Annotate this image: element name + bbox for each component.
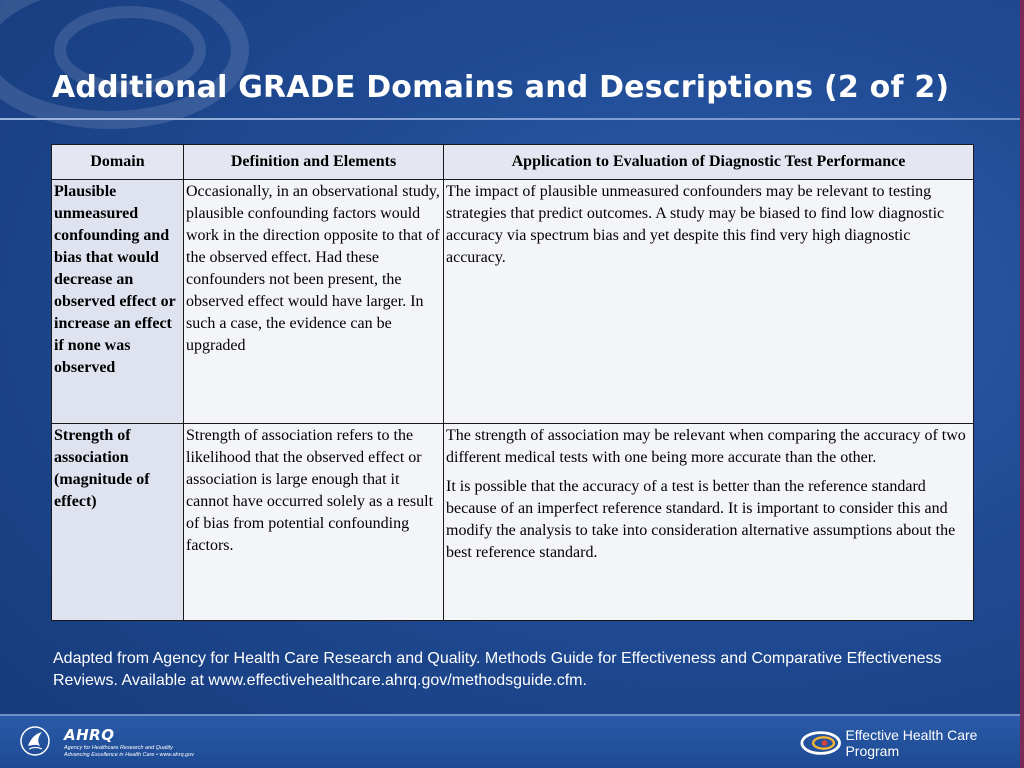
table-row [52, 424, 974, 621]
right-accent-stripe [1020, 0, 1024, 768]
ahrq-mark: AHRQ [64, 726, 115, 744]
table-row [52, 180, 974, 424]
ehc-swirl-icon [800, 729, 841, 757]
definition-cell: Occasionally, in an observational study, plausible confounding factors would work in the direction opposite to that of the observed effect. Had these confounders not been present, the observed effect would have larger. In such a case, the evidence can be upgraded [184, 180, 444, 424]
application-paragraph: The impact of plausible unmeasured confounders may be relevant to testing strategies that predict outcomes. A study may be biased to find low diagnostic accuracy via spectrum bias and yet despite this find very high diagnostic accuracy. [446, 183, 945, 266]
ahrq-logo [64, 726, 194, 759]
ahrq-tagline: Advancing Excellence in Health Care • www.ahrq.gov [64, 752, 195, 758]
source-footnote: Adapted from Agency for Health Care Research and Quality. Methods Guide for Effectiveness and Comparative Effectiveness Reviews. Available at www.effectivehealthcare.ahrq.gov/methodsguide.cfm. [53, 650, 942, 689]
header-domain: Domain [52, 145, 184, 180]
application-paragraph: The strength of association may be relevant when comparing the accuracy of two different medical tests with one being more accurate than the other. [446, 427, 966, 466]
hhs-eagle-icon [20, 724, 50, 758]
application-cell [444, 424, 974, 621]
header-application: Application to Evaluation of Diagnostic Test Performance [444, 145, 974, 180]
application-cell [444, 180, 974, 424]
table-header-row [52, 145, 974, 180]
domain-cell: Strength of association (magnitude of effect) [52, 424, 184, 621]
slide-title: Additional GRADE Domains and Descriptions (2 of 2) [52, 70, 950, 105]
domain-cell: Plausible unmeasured confounding and bias that would decrease an observed effect or increase an effect if none was observed [52, 180, 184, 424]
grade-domains-table [51, 144, 974, 621]
ahrq-tagline: Agency for Healthcare Research and Quality [64, 745, 173, 751]
application-paragraph: It is possible that the accuracy of a test is better than the reference standard because of an imperfect reference standard. It is important to consider this and modify the analysis to take into consideration alternative assumptions about the best reference standard. [446, 478, 956, 561]
title-divider [0, 118, 1020, 120]
ehc-program-logo [800, 728, 1024, 758]
header-definition: Definition and Elements [184, 145, 444, 180]
program-name: Effective Health Care Program [845, 727, 978, 759]
definition-cell: Strength of association refers to the likelihood that the observed effect or association is large enough that it cannot have occurred solely as a result of bias from potential confounding factors. [184, 424, 444, 621]
